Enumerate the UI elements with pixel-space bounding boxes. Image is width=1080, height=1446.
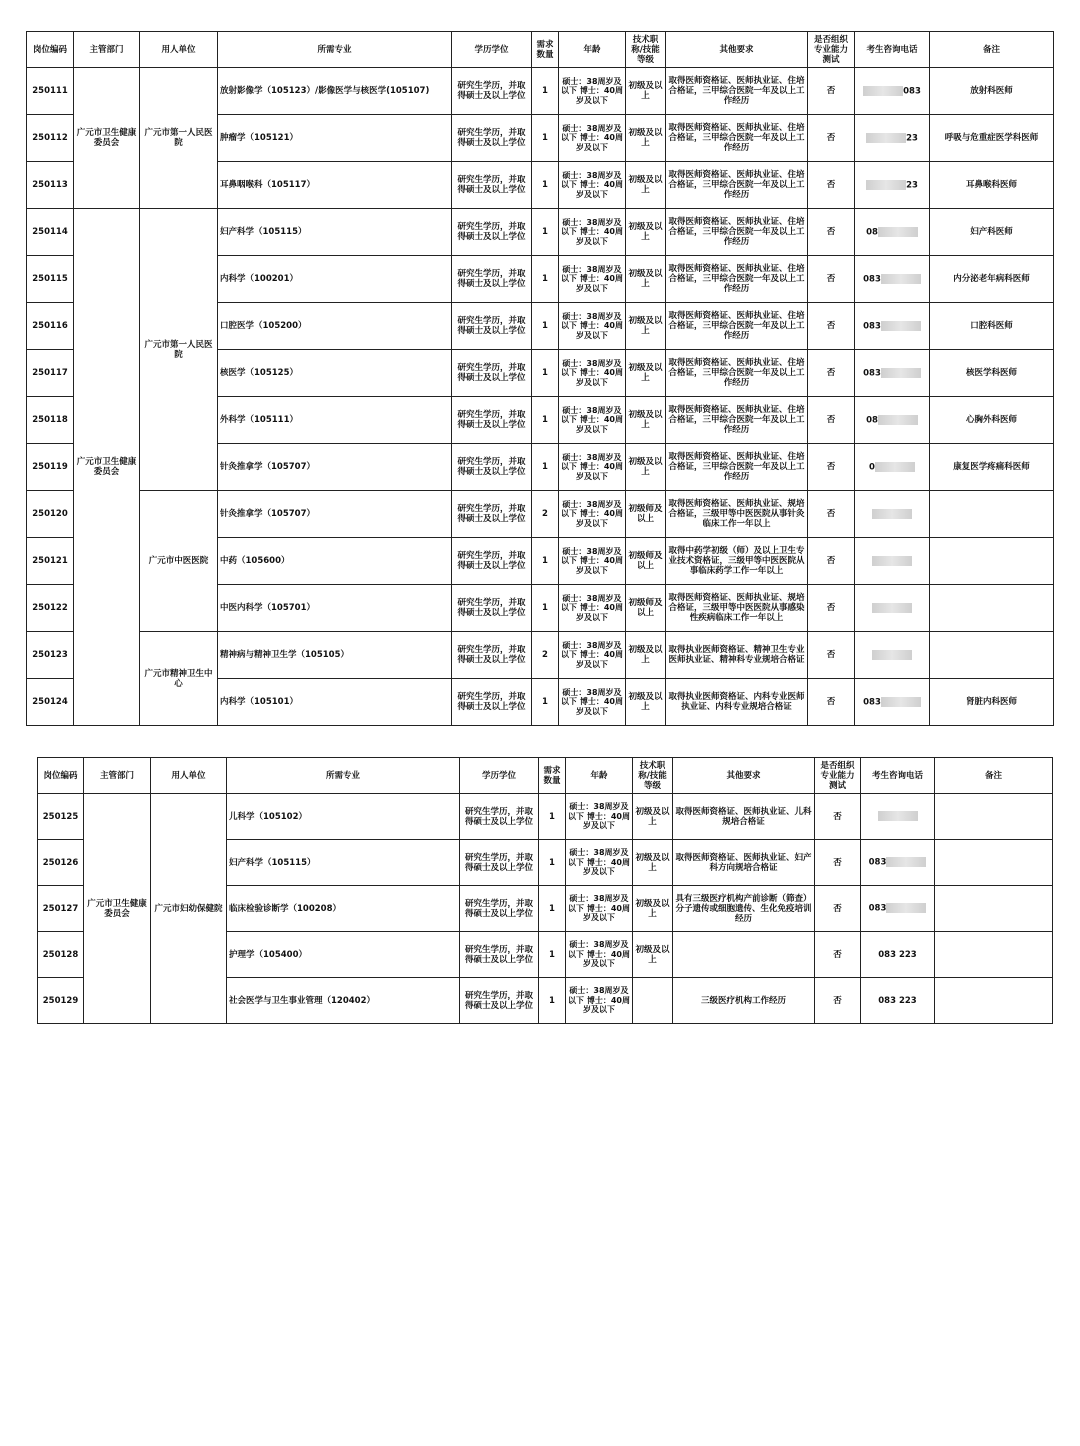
cell-major: 精神病与精神卫生学（105105）: [218, 632, 452, 679]
cell-title: 初级及以上: [626, 68, 666, 115]
blurred-phone: [872, 556, 912, 566]
cell-code: 250113: [27, 162, 74, 209]
cell-age: 硕士：38周岁及以下 博士：40周岁及以下: [566, 932, 633, 978]
cell-major: 妇产科学（105115）: [227, 840, 460, 886]
cell-age: 硕士：38周岁及以下 博士：40周岁及以下: [559, 209, 626, 256]
blurred-phone: [881, 321, 921, 331]
cell-title: 初级及以上: [626, 350, 666, 397]
cell-test: 否: [815, 794, 861, 840]
header-req: 其他要求: [673, 758, 815, 794]
cell-edu: 研究生学历，并取得硕士及以上学位: [460, 932, 539, 978]
cell-edu: 研究生学历，并取得硕士及以上学位: [460, 794, 539, 840]
cell-note: [935, 886, 1053, 932]
cell-unit: 广元市精神卫生中心: [140, 632, 218, 726]
header-edu: 学历学位: [460, 758, 539, 794]
cell-age: 硕士：38周岁及以下 博士：40周岁及以下: [559, 162, 626, 209]
cell-age: 硕士：38周岁及以下 博士：40周岁及以下: [559, 397, 626, 444]
cell-count: 1: [532, 444, 559, 491]
cell-phone: 083: [855, 679, 930, 726]
blurred-phone: [866, 133, 906, 143]
cell-note: 康复医学疼痛科医师: [930, 444, 1054, 491]
cell-req: 取得医师资格证、医师执业证、住培合格证，三甲综合医院一年及以上工作经历: [666, 444, 808, 491]
cell-age: 硕士：38周岁及以下 博士：40周岁及以下: [559, 538, 626, 585]
cell-major: 临床检验诊断学（100208）: [227, 886, 460, 932]
header-code: 岗位编码: [38, 758, 84, 794]
cell-count: 1: [532, 115, 559, 162]
cell-age: 硕士：38周岁及以下 博士：40周岁及以下: [566, 978, 633, 1024]
cell-title: 初级及以上: [633, 794, 673, 840]
cell-edu: 研究生学历，并取得硕士及以上学位: [452, 632, 532, 679]
cell-note: [930, 491, 1054, 538]
header-title: 技术职称/技能等级: [626, 32, 666, 68]
cell-age: 硕士：38周岁及以下 博士：40周岁及以下: [566, 840, 633, 886]
blurred-phone: [881, 697, 921, 707]
cell-count: 1: [532, 350, 559, 397]
header-unit: 用人单位: [140, 32, 218, 68]
cell-phone: [855, 538, 930, 585]
cell-note: [935, 794, 1053, 840]
cell-code: 250117: [27, 350, 74, 397]
cell-test: 否: [815, 886, 861, 932]
cell-dept: 广元市卫生健康委员会: [74, 209, 140, 726]
cell-req: 取得医师资格证、医师执业证、儿科规培合格证: [673, 794, 815, 840]
cell-test: 否: [808, 115, 855, 162]
cell-major: 口腔医学（105200）: [218, 303, 452, 350]
cell-edu: 研究生学历，并取得硕士及以上学位: [452, 350, 532, 397]
cell-major: 中药（105600）: [218, 538, 452, 585]
cell-phone: [855, 632, 930, 679]
cell-major: 妇产科学（105115）: [218, 209, 452, 256]
cell-note: [930, 585, 1054, 632]
cell-phone: 083: [855, 68, 930, 115]
header-note: 备注: [930, 32, 1054, 68]
cell-note: 耳鼻喉科医师: [930, 162, 1054, 209]
header-row: [38, 758, 1053, 794]
cell-note: [935, 932, 1053, 978]
cell-test: 否: [808, 585, 855, 632]
blurred-phone: [872, 650, 912, 660]
cell-edu: 研究生学历，并取得硕士及以上学位: [460, 978, 539, 1024]
table-row: [27, 632, 1054, 679]
cell-code: 250127: [38, 886, 84, 932]
cell-req: 取得医师资格证、医师执业证、住培合格证，三甲综合医院一年及以上工作经历: [666, 350, 808, 397]
cell-phone: 23: [855, 162, 930, 209]
cell-phone: 083: [855, 303, 930, 350]
cell-req: 取得医师资格证、医师执业证、住培合格证，三甲综合医院一年及以上工作经历: [666, 115, 808, 162]
cell-code: 250126: [38, 840, 84, 886]
cell-count: 2: [532, 632, 559, 679]
cell-title: 初级及以上: [633, 886, 673, 932]
cell-major: 肿瘤学（105121）: [218, 115, 452, 162]
cell-age: 硕士：38周岁及以下 博士：40周岁及以下: [559, 68, 626, 115]
header-req: 其他要求: [666, 32, 808, 68]
cell-phone: [855, 491, 930, 538]
cell-major: 针灸推拿学（105707）: [218, 491, 452, 538]
cell-phone: 083: [855, 256, 930, 303]
cell-req: 取得医师资格证、医师执业证、住培合格证，三甲综合医院一年及以上工作经历: [666, 397, 808, 444]
cell-note: 内分泌老年病科医师: [930, 256, 1054, 303]
cell-test: 否: [808, 679, 855, 726]
cell-test: 否: [808, 491, 855, 538]
cell-req: 取得医师资格证、医师执业证、住培合格证，三甲综合医院一年及以上工作经历: [666, 303, 808, 350]
cell-age: 硕士：38周岁及以下 博士：40周岁及以下: [559, 303, 626, 350]
cell-title: 初级师及以上: [626, 538, 666, 585]
header-test: 是否组织专业能力测试: [815, 758, 861, 794]
cell-phone: 083: [861, 886, 935, 932]
cell-req: 取得中药学初级（师）及以上卫生专业技术资格证，三级甲等中医医院从事临床药学工作一年以上: [666, 538, 808, 585]
cell-code: 250118: [27, 397, 74, 444]
cell-code: 250116: [27, 303, 74, 350]
header-phone: 考生咨询电话: [855, 32, 930, 68]
cell-phone: [861, 794, 935, 840]
header-count: 需求数量: [539, 758, 566, 794]
header-major: 所需专业: [227, 758, 460, 794]
cell-req: 取得医师资格证、医师执业证、住培合格证，三甲综合医院一年及以上工作经历: [666, 256, 808, 303]
cell-edu: 研究生学历，并取得硕士及以上学位: [452, 538, 532, 585]
cell-req: 具有三级医疗机构产前诊断（筛查）分子遗传或细胞遗传、生化免疫培训经历: [673, 886, 815, 932]
cell-edu: 研究生学历，并取得硕士及以上学位: [452, 444, 532, 491]
header-dept: 主管部门: [84, 758, 151, 794]
cell-major: 外科学（105111）: [218, 397, 452, 444]
cell-req: 取得执业医师资格证、精神卫生专业医师执业证、精神科专业规培合格证: [666, 632, 808, 679]
cell-test: 否: [815, 978, 861, 1024]
cell-major: 社会医学与卫生事业管理（120402）: [227, 978, 460, 1024]
cell-age: 硕士：38周岁及以下 博士：40周岁及以下: [559, 444, 626, 491]
blurred-phone: [866, 180, 906, 190]
cell-note: [930, 632, 1054, 679]
cell-edu: 研究生学历，并取得硕士及以上学位: [460, 886, 539, 932]
cell-count: 1: [539, 932, 566, 978]
cell-test: 否: [815, 932, 861, 978]
cell-unit: 广元市第一人民医院: [140, 209, 218, 491]
cell-major: 放射影像学（105123）/影像医学与核医学(105107): [218, 68, 452, 115]
blurred-phone: [878, 811, 918, 821]
header-note: 备注: [935, 758, 1053, 794]
cell-major: 耳鼻咽喉科（105117）: [218, 162, 452, 209]
cell-title: 初级及以上: [626, 444, 666, 491]
cell-edu: 研究生学历，并取得硕士及以上学位: [452, 679, 532, 726]
cell-phone: 083 223: [861, 932, 935, 978]
cell-unit: 广元市妇幼保健院: [151, 794, 227, 1024]
header-title: 技术职称/技能等级: [633, 758, 673, 794]
cell-code: 250111: [27, 68, 74, 115]
cell-title: 初级及以上: [633, 932, 673, 978]
cell-note: 妇产科医师: [930, 209, 1054, 256]
cell-age: 硕士：38周岁及以下 博士：40周岁及以下: [559, 632, 626, 679]
header-edu: 学历学位: [452, 32, 532, 68]
cell-count: 1: [532, 679, 559, 726]
cell-age: 硕士：38周岁及以下 博士：40周岁及以下: [559, 115, 626, 162]
cell-phone: 083: [855, 350, 930, 397]
cell-unit: 广元市第一人民医院: [140, 68, 218, 209]
cell-req: 取得医师资格证、医师执业证、规培合格证，三级甲等中医医院从事针灸临床工作一年以上: [666, 491, 808, 538]
cell-count: 1: [539, 886, 566, 932]
cell-age: 硕士：38周岁及以下 博士：40周岁及以下: [566, 794, 633, 840]
cell-age: 硕士：38周岁及以下 博士：40周岁及以下: [559, 256, 626, 303]
cell-count: 1: [532, 68, 559, 115]
cell-code: 250114: [27, 209, 74, 256]
cell-count: 1: [532, 397, 559, 444]
cell-count: 1: [539, 978, 566, 1024]
cell-major: 护理学（105400）: [227, 932, 460, 978]
cell-edu: 研究生学历，并取得硕士及以上学位: [452, 162, 532, 209]
cell-note: 核医学科医师: [930, 350, 1054, 397]
cell-req: 取得医师资格证、医师执业证、住培合格证，三甲综合医院一年及以上工作经历: [666, 209, 808, 256]
cell-edu: 研究生学历，并取得硕士及以上学位: [452, 397, 532, 444]
cell-code: 250124: [27, 679, 74, 726]
blurred-phone: [863, 86, 903, 96]
cell-count: 2: [532, 491, 559, 538]
header-count: 需求数量: [532, 32, 559, 68]
cell-test: 否: [808, 162, 855, 209]
cell-note: 肾脏内科医师: [930, 679, 1054, 726]
cell-req: 取得执业医师资格证、内科专业医师执业证、内科专业规培合格证: [666, 679, 808, 726]
cell-note: 呼吸与危重症医学科医师: [930, 115, 1054, 162]
cell-edu: 研究生学历，并取得硕士及以上学位: [452, 115, 532, 162]
cell-note: 口腔科医师: [930, 303, 1054, 350]
cell-title: 初级及以上: [626, 303, 666, 350]
cell-phone: 23: [855, 115, 930, 162]
cell-age: 硕士：38周岁及以下 博士：40周岁及以下: [566, 886, 633, 932]
cell-test: 否: [808, 256, 855, 303]
cell-code: 250119: [27, 444, 74, 491]
cell-note: 心胸外科医师: [930, 397, 1054, 444]
header-age: 年龄: [566, 758, 633, 794]
header-phone: 考生咨询电话: [861, 758, 935, 794]
cell-age: 硕士：38周岁及以下 博士：40周岁及以下: [559, 679, 626, 726]
cell-major: 核医学（105125）: [218, 350, 452, 397]
cell-test: 否: [808, 538, 855, 585]
cell-test: 否: [808, 444, 855, 491]
cell-req: 取得医师资格证、医师执业证、住培合格证，三甲综合医院一年及以上工作经历: [666, 68, 808, 115]
cell-title: 初级及以上: [633, 840, 673, 886]
cell-count: 1: [532, 256, 559, 303]
cell-req: [673, 932, 815, 978]
cell-title: 初级及以上: [626, 632, 666, 679]
recruitment-table-1: [26, 31, 1054, 726]
table-row: [27, 68, 1054, 115]
header-code: 岗位编码: [27, 32, 74, 68]
cell-major: 内科学（105101）: [218, 679, 452, 726]
cell-title: 初级及以上: [626, 397, 666, 444]
cell-title: [633, 978, 673, 1024]
cell-phone: 08: [855, 209, 930, 256]
cell-age: 硕士：38周岁及以下 博士：40周岁及以下: [559, 350, 626, 397]
header-test: 是否组织专业能力测试: [808, 32, 855, 68]
blurred-phone: [875, 462, 915, 472]
cell-phone: [855, 585, 930, 632]
cell-req: 三级医疗机构工作经历: [673, 978, 815, 1024]
cell-unit: 广元市中医医院: [140, 491, 218, 632]
cell-count: 1: [532, 209, 559, 256]
cell-test: 否: [815, 840, 861, 886]
cell-dept: 广元市卫生健康委员会: [84, 794, 151, 1024]
cell-title: 初级及以上: [626, 162, 666, 209]
cell-edu: 研究生学历，并取得硕士及以上学位: [452, 68, 532, 115]
cell-age: 硕士：38周岁及以下 博士：40周岁及以下: [559, 491, 626, 538]
cell-title: 初级及以上: [626, 679, 666, 726]
cell-title: 初级及以上: [626, 115, 666, 162]
cell-phone: 0: [855, 444, 930, 491]
cell-count: 1: [539, 840, 566, 886]
cell-note: [935, 840, 1053, 886]
cell-note: [930, 538, 1054, 585]
blurred-phone: [872, 509, 912, 519]
cell-req: 取得医师资格证、医师执业证、住培合格证，三甲综合医院一年及以上工作经历: [666, 162, 808, 209]
cell-note: [935, 978, 1053, 1024]
cell-count: 1: [532, 538, 559, 585]
cell-code: 250122: [27, 585, 74, 632]
table-row: [27, 491, 1054, 538]
cell-edu: 研究生学历，并取得硕士及以上学位: [452, 256, 532, 303]
header-age: 年龄: [559, 32, 626, 68]
cell-title: 初级师及以上: [626, 585, 666, 632]
cell-title: 初级及以上: [626, 256, 666, 303]
cell-test: 否: [808, 632, 855, 679]
cell-req: 取得医师资格证、医师执业证、规培合格证，三级甲等中医医院从事感染性疾病临床工作一年以上: [666, 585, 808, 632]
cell-edu: 研究生学历，并取得硕士及以上学位: [452, 303, 532, 350]
cell-code: 250129: [38, 978, 84, 1024]
blurred-phone: [878, 227, 918, 237]
header-dept: 主管部门: [74, 32, 140, 68]
blurred-phone: [881, 274, 921, 284]
cell-major: 内科学（100201）: [218, 256, 452, 303]
blurred-phone: [878, 415, 918, 425]
cell-note: 放射科医师: [930, 68, 1054, 115]
cell-phone: 08: [855, 397, 930, 444]
header-unit: 用人单位: [151, 758, 227, 794]
cell-code: 250112: [27, 115, 74, 162]
recruitment-table-2: [37, 757, 1053, 1024]
cell-test: 否: [808, 68, 855, 115]
cell-edu: 研究生学历，并取得硕士及以上学位: [452, 491, 532, 538]
blurred-phone: [886, 857, 926, 867]
cell-code: 250120: [27, 491, 74, 538]
cell-phone: 083: [861, 840, 935, 886]
cell-major: 针灸推拿学（105707）: [218, 444, 452, 491]
cell-major: 儿科学（105102）: [227, 794, 460, 840]
cell-title: 初级及以上: [626, 209, 666, 256]
table-row: [27, 209, 1054, 256]
cell-test: 否: [808, 397, 855, 444]
cell-count: 1: [532, 303, 559, 350]
cell-age: 硕士：38周岁及以下 博士：40周岁及以下: [559, 585, 626, 632]
blurred-phone: [872, 603, 912, 613]
cell-code: 250128: [38, 932, 84, 978]
cell-count: 1: [532, 585, 559, 632]
cell-title: 初级师及以上: [626, 491, 666, 538]
header-major: 所需专业: [218, 32, 452, 68]
cell-req: 取得医师资格证、医师执业证、妇产科方向规培合格证: [673, 840, 815, 886]
blurred-phone: [886, 903, 926, 913]
header-row: [27, 32, 1054, 68]
cell-edu: 研究生学历，并取得硕士及以上学位: [452, 585, 532, 632]
cell-test: 否: [808, 209, 855, 256]
cell-major: 中医内科学（105701）: [218, 585, 452, 632]
cell-code: 250115: [27, 256, 74, 303]
cell-edu: 研究生学历，并取得硕士及以上学位: [460, 840, 539, 886]
cell-count: 1: [539, 794, 566, 840]
cell-test: 否: [808, 350, 855, 397]
cell-code: 250125: [38, 794, 84, 840]
cell-code: 250121: [27, 538, 74, 585]
cell-count: 1: [532, 162, 559, 209]
blurred-phone: [881, 368, 921, 378]
cell-edu: 研究生学历，并取得硕士及以上学位: [452, 209, 532, 256]
table-row: [38, 794, 1053, 840]
cell-code: 250123: [27, 632, 74, 679]
cell-phone: 083 223: [861, 978, 935, 1024]
cell-test: 否: [808, 303, 855, 350]
cell-dept: 广元市卫生健康委员会: [74, 68, 140, 209]
